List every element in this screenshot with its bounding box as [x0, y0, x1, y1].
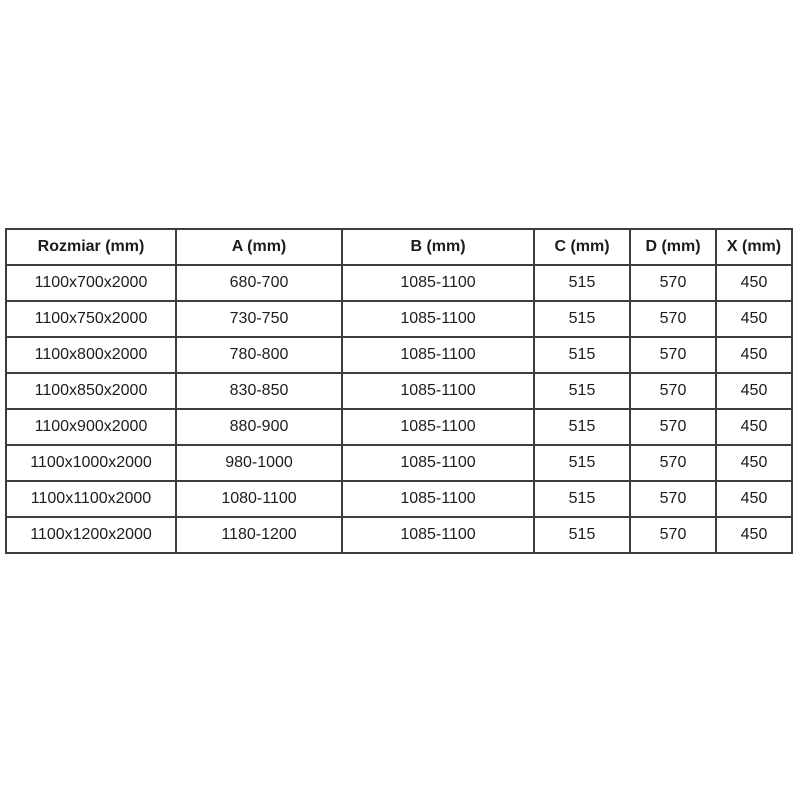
- table-row: [6, 373, 792, 409]
- cell-x: 450: [716, 445, 792, 481]
- cell-d: 570: [630, 517, 716, 553]
- column-header-c: C (mm): [534, 229, 630, 265]
- column-header-rozmiar: Rozmiar (mm): [6, 229, 176, 265]
- cell-a: 980-1000: [176, 445, 342, 481]
- table-row: [6, 301, 792, 337]
- cell-a: 780-800: [176, 337, 342, 373]
- cell-c: 515: [534, 517, 630, 553]
- table-row: [6, 445, 792, 481]
- cell-rozmiar: 1100x700x2000: [6, 265, 176, 301]
- table-row: [6, 337, 792, 373]
- cell-a: 880-900: [176, 409, 342, 445]
- cell-x: 450: [716, 373, 792, 409]
- cell-b: 1085-1100: [342, 445, 534, 481]
- cell-rozmiar: 1100x750x2000: [6, 301, 176, 337]
- table-row: [6, 517, 792, 553]
- cell-c: 515: [534, 337, 630, 373]
- cell-c: 515: [534, 301, 630, 337]
- cell-d: 570: [630, 337, 716, 373]
- cell-rozmiar: 1100x1200x2000: [6, 517, 176, 553]
- cell-b: 1085-1100: [342, 337, 534, 373]
- cell-b: 1085-1100: [342, 301, 534, 337]
- cell-a: 730-750: [176, 301, 342, 337]
- cell-d: 570: [630, 409, 716, 445]
- cell-x: 450: [716, 337, 792, 373]
- cell-a: 1180-1200: [176, 517, 342, 553]
- cell-b: 1085-1100: [342, 265, 534, 301]
- cell-b: 1085-1100: [342, 517, 534, 553]
- cell-c: 515: [534, 445, 630, 481]
- cell-rozmiar: 1100x850x2000: [6, 373, 176, 409]
- cell-x: 450: [716, 265, 792, 301]
- column-header-x: X (mm): [716, 229, 792, 265]
- cell-d: 570: [630, 445, 716, 481]
- cell-a: 830-850: [176, 373, 342, 409]
- column-header-a: A (mm): [176, 229, 342, 265]
- cell-x: 450: [716, 409, 792, 445]
- header-row: [6, 229, 792, 265]
- cell-b: 1085-1100: [342, 481, 534, 517]
- cell-c: 515: [534, 373, 630, 409]
- column-header-b: B (mm): [342, 229, 534, 265]
- cell-rozmiar: 1100x1000x2000: [6, 445, 176, 481]
- cell-d: 570: [630, 373, 716, 409]
- cell-d: 570: [630, 265, 716, 301]
- cell-d: 570: [630, 481, 716, 517]
- column-header-d: D (mm): [630, 229, 716, 265]
- table-row: [6, 265, 792, 301]
- dimensions-table: [5, 228, 793, 554]
- cell-a: 680-700: [176, 265, 342, 301]
- cell-b: 1085-1100: [342, 373, 534, 409]
- cell-c: 515: [534, 265, 630, 301]
- cell-rozmiar: 1100x900x2000: [6, 409, 176, 445]
- cell-c: 515: [534, 409, 630, 445]
- cell-b: 1085-1100: [342, 409, 534, 445]
- cell-x: 450: [716, 481, 792, 517]
- table-row: [6, 409, 792, 445]
- cell-rozmiar: 1100x1100x2000: [6, 481, 176, 517]
- cell-rozmiar: 1100x800x2000: [6, 337, 176, 373]
- cell-c: 515: [534, 481, 630, 517]
- cell-d: 570: [630, 301, 716, 337]
- cell-x: 450: [716, 301, 792, 337]
- cell-x: 450: [716, 517, 792, 553]
- table-row: [6, 481, 792, 517]
- cell-a: 1080-1100: [176, 481, 342, 517]
